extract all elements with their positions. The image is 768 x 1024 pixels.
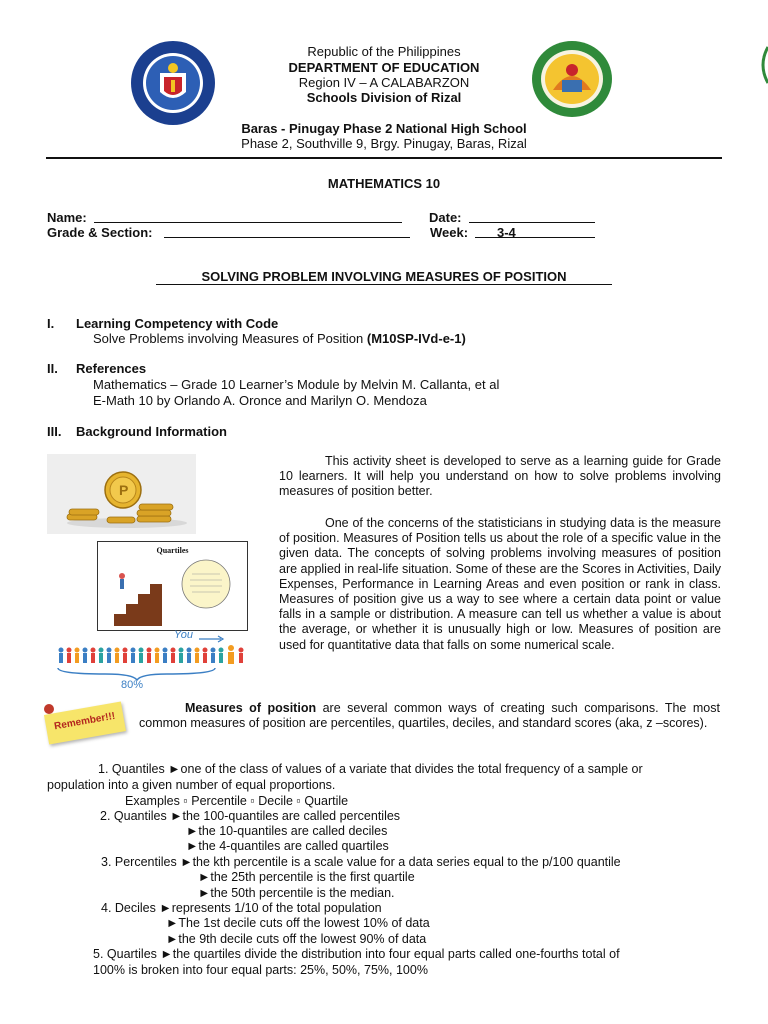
week-label: Week:	[430, 225, 469, 240]
section-2-number: II.	[47, 361, 58, 376]
you-label: You	[174, 629, 193, 641]
name-field[interactable]	[94, 210, 402, 223]
competency-line	[93, 331, 466, 346]
section-1-title: Learning Competency with Code	[76, 316, 279, 331]
quartiles-illustration-title: Quartiles	[156, 546, 189, 555]
list-item-3-line-3: ►the 50th percentile is the median.	[198, 886, 395, 900]
week-value: 3-4	[497, 225, 516, 240]
header-school-address: Phase 2, Southville 9, Brgy. Pinugay, Baras, Rizal	[241, 136, 527, 151]
header-school-name: Baras - Pinugay Phase 2 National High School	[241, 121, 527, 136]
reference-2: E-Math 10 by Orlando A. Oronce and Marilyn O. Mendoza	[93, 393, 427, 408]
list-item-3-line-2: ►the 25th percentile is the first quartile	[198, 870, 415, 884]
header-divider	[46, 157, 722, 159]
reference-1: Mathematics – Grade 10 Learner’s Module by Melvin M. Callanta, et al	[93, 377, 500, 392]
list-item-2-line-1: 2. Quantiles ►the 100-quantiles are called percentiles	[100, 809, 401, 823]
measures-of-position-paragraph	[139, 701, 720, 731]
week-field[interactable]	[475, 225, 595, 238]
coins-image	[47, 454, 196, 534]
competency-code: (M10SP-IVd-e-1)	[366, 331, 466, 346]
header-region: Region IV – A CALABARZON	[298, 75, 470, 90]
section-3-title: Background Information	[76, 424, 227, 439]
list-item-2-line-3: ►the 4-quantiles are called quartiles	[186, 839, 389, 853]
list-item-4-line-1: 4. Deciles ►represents 1/10 of the total population	[101, 901, 382, 915]
background-paragraph-2: One of the concerns of the statisticians in studying data is the measure of position. Measures of Position tells us about the role of a specific value in the given data. The concepts of solving problems involving measures of position are applied in real-life situation. Some of these are the Scores in Activities, Daily Expenses, Performance in Learning Areas and even position or rank in class. Measures of position give us a way to see where a certain data point or value falls in a sample or distribution. A measure can tell us whether a value is about the average, or whether it is unusually high or low. Measures of position are used for quantitative data that falls on some numerical scale.	[279, 516, 721, 652]
list-item-5-line-2: 100% is broken into four equal parts: 25%, 50%, 75%, 100%	[93, 963, 428, 977]
list-item-1-line-1: 1. Quantiles ►one of the class of values of a variate that divides the total frequency of a sample or	[98, 762, 643, 776]
list-item-3-line-1: 3. Percentiles ►the kth percentile is a scale value for a data series equal to the p/100 quantile	[101, 855, 621, 869]
header-department: DEPARTMENT OF EDUCATION	[288, 60, 480, 75]
subject-title: MATHEMATICS 10	[327, 176, 441, 191]
remember-pin-icon	[44, 704, 54, 714]
section-1-number: I.	[47, 316, 55, 331]
main-title: SOLVING PROBLEM INVOLVING MEASURES OF POSITION	[156, 269, 612, 285]
svg-text:P: P	[119, 482, 129, 498]
list-item-5-line-1: 5. Quartiles ►the quartiles divide the distribution into four equal parts called one-fourths total of	[93, 947, 620, 961]
date-label: Date:	[429, 210, 462, 225]
percent-label: 80%	[121, 679, 144, 691]
name-label: Name:	[47, 210, 87, 225]
list-item-4-line-2: ►The 1st decile cuts off the lowest 10% of data	[166, 916, 430, 930]
remember-text: Remember!!!	[53, 710, 117, 733]
remember-sticky-note	[44, 701, 126, 744]
grade-section-label: Grade & Section:	[47, 225, 153, 240]
background-paragraph-1: This activity sheet is developed to serve as a learning guide for Grade 10 learners. It will help you understand on how to solve problems involving measures of position better.	[279, 454, 721, 499]
competency-text: Solve Problems involving Measures of Position	[93, 331, 367, 346]
list-item-1-line-2: population into a given number of equal proportions.	[47, 778, 336, 792]
list-item-4-line-3: ►the 9th decile cuts off the lowest 90% of data	[166, 932, 427, 946]
people-percentile-illustration	[55, 630, 250, 693]
quartiles-illustration	[97, 541, 248, 631]
section-2-title: References	[76, 361, 147, 376]
measures-of-position-term: Measures of position	[185, 701, 317, 715]
section-3-number: III.	[47, 424, 62, 439]
date-field[interactable]	[469, 210, 595, 223]
grade-section-field[interactable]	[164, 225, 410, 238]
header-republic: Republic of the Philippines	[307, 44, 461, 59]
list-item-1-examples: Examples ▫ Percentile ▫ Decile ▫ Quartile	[125, 794, 349, 808]
list-item-2-line-2: ►the 10-quantiles are called deciles	[186, 824, 388, 838]
measures-of-position-definition: are several common ways of creating such comparisons. The most common measures of position are percentiles, quartiles, deciles, and standard scores (aka, z –scores).	[139, 701, 720, 731]
header-division: Schools Division of Rizal	[306, 90, 462, 105]
